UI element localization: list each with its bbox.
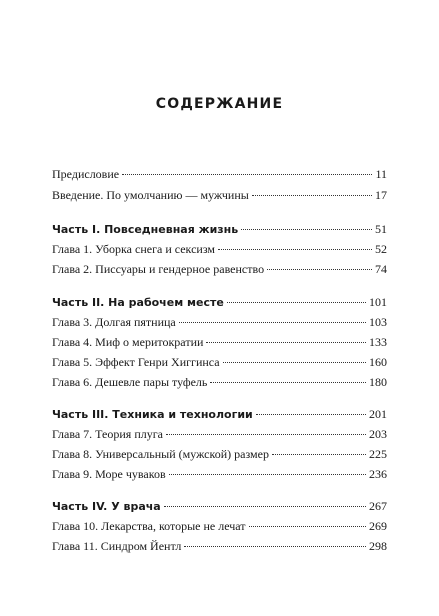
toc-entry bbox=[52, 466, 387, 482]
entry-title: Глава 11. Синдром Йентл bbox=[52, 539, 182, 553]
page-number: 74 bbox=[375, 262, 387, 276]
entry-title: Глава 3. Долгая пятница bbox=[52, 315, 176, 329]
dot-leader bbox=[252, 195, 372, 196]
toc-part-heading bbox=[52, 294, 387, 310]
entry-title: Глава 9. Море чуваков bbox=[52, 467, 166, 481]
dot-leader bbox=[256, 414, 366, 415]
page-number: 160 bbox=[369, 355, 387, 369]
entry-title: Часть IV. У врача bbox=[52, 500, 161, 513]
toc-entry bbox=[52, 261, 387, 277]
page-number: 133 bbox=[369, 335, 387, 349]
toc-part-heading bbox=[52, 498, 387, 514]
entry-title: Глава 4. Миф о меритократии bbox=[52, 335, 204, 349]
entry-title: Глава 6. Дешевле пары туфель bbox=[52, 375, 208, 389]
entry-title: Глава 7. Теория плуга bbox=[52, 427, 163, 441]
dot-leader bbox=[210, 382, 366, 383]
dot-leader bbox=[179, 322, 366, 323]
dot-leader bbox=[169, 474, 366, 475]
entry-title: Глава 10. Лекарства, которые не лечат bbox=[52, 519, 246, 533]
toc-part-heading bbox=[52, 221, 387, 237]
toc-entry bbox=[52, 426, 387, 442]
toc-entry bbox=[52, 446, 387, 462]
toc-entry bbox=[52, 334, 387, 350]
page-number: 11 bbox=[375, 167, 387, 181]
entry-title: Предисловие bbox=[52, 167, 120, 181]
dot-leader bbox=[122, 174, 372, 175]
toc-entry bbox=[52, 538, 387, 554]
page-number: 203 bbox=[369, 427, 387, 441]
entry-title: Часть III. Техника и технологии bbox=[52, 408, 253, 421]
dot-leader bbox=[218, 249, 372, 250]
dot-leader bbox=[227, 302, 366, 303]
dot-leader bbox=[184, 546, 366, 547]
entry-title: Глава 5. Эффект Генри Хиггинса bbox=[52, 355, 220, 369]
toc-entry bbox=[52, 518, 387, 534]
toc-part-heading bbox=[52, 406, 387, 422]
page-number: 17 bbox=[375, 188, 387, 202]
toc-entry bbox=[52, 354, 387, 370]
page-number: 52 bbox=[375, 242, 387, 256]
page-number: 103 bbox=[369, 315, 387, 329]
page-number: 51 bbox=[375, 222, 387, 236]
toc-entry bbox=[52, 241, 387, 257]
entry-title: Введение. По умолчанию — мужчины bbox=[52, 188, 249, 202]
dot-leader bbox=[166, 434, 366, 435]
toc-entry bbox=[52, 187, 387, 203]
dot-leader bbox=[206, 342, 366, 343]
entry-title: Глава 2. Писсуары и гендерное равенство bbox=[52, 262, 265, 276]
page-number: 298 bbox=[369, 539, 387, 553]
page-number: 180 bbox=[369, 375, 387, 389]
toc-entry bbox=[52, 166, 387, 182]
page-number: 269 bbox=[369, 519, 387, 533]
dot-leader bbox=[249, 526, 366, 527]
dot-leader bbox=[267, 269, 372, 270]
page-title: СОДЕРЖАНИЕ bbox=[155, 96, 284, 112]
dot-leader bbox=[272, 454, 366, 455]
page-number: 101 bbox=[369, 295, 387, 309]
dot-leader bbox=[223, 362, 366, 363]
dot-leader bbox=[241, 229, 372, 230]
page-number: 225 bbox=[369, 447, 387, 461]
page-number: 267 bbox=[369, 499, 387, 513]
toc-entry bbox=[52, 314, 387, 330]
page-number: 201 bbox=[369, 407, 387, 421]
entry-title: Глава 8. Универсальный (мужской) размер bbox=[52, 447, 269, 461]
toc-entry bbox=[52, 374, 387, 390]
entry-title: Часть I. Повседневная жизнь bbox=[52, 223, 239, 236]
entry-title: Глава 1. Уборка снега и сексизм bbox=[52, 242, 215, 256]
dot-leader bbox=[164, 506, 366, 507]
page-number: 236 bbox=[369, 467, 387, 481]
entry-title: Часть II. На рабочем месте bbox=[52, 296, 224, 309]
